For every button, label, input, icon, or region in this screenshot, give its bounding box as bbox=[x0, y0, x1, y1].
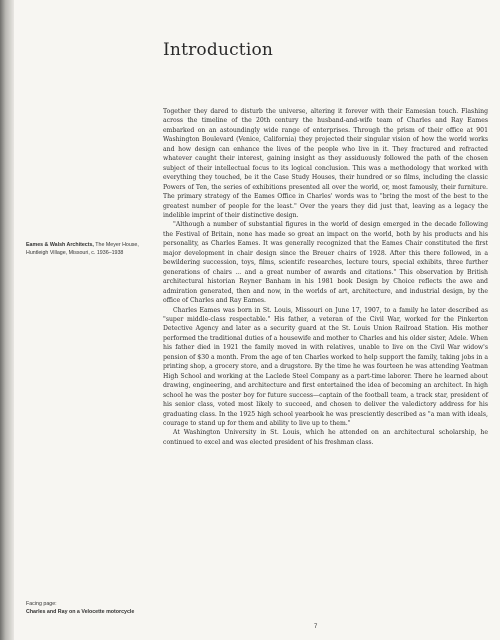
book-spine-shadow bbox=[0, 0, 14, 640]
caption-architects: Eames & Walsh Architects, bbox=[26, 242, 94, 248]
paragraph: At Washington University in St. Louis, which he attended on an architectural scholarship, he continued to excel and was elected president of his freshman class. bbox=[163, 429, 488, 446]
paragraph: Charles Eames was born in St. Louis, Missouri on June 17, 1907, to a family he later described as "super middle-class respectable." His father, a veteran of the Civil War, worked for the Pinkerton Detective Agency and later as a security guard at the St. Louis Union Railroad Station. His mother performed the traditional duties of a housewife and mother to Charles and his older sister, Adele. When his father died in 1921 the family moved in with relatives, unable to live on the Civil War widow's pension of $30 a month. From the age of ten Charles worked to help support the family, taking jobs in a printing shop, a grocery store, and a drugstore. By the time he was fourteen he was attending Yeatman High School and working at the Laclede Steel Company as a part-time laborer. There he learned about drawing, engineering, and architecture and first entertained the idea of becoming an architect. In high school he was the poster boy for future success—captain of the football team, a track star, president of his senior class, voted most likely to succeed, and chosen to deliver the valedictory address for his graduating class. In the 1925 high school yearbook he was presciently described as "a man with ideals, courage to stand up for them and ability to live up to them." bbox=[163, 306, 488, 427]
paragraph: Together they dared to disturb the universe, altering it forever with their Eamesian touch. Flashing across the timeline of the 20th century the husband-and-wife team of Charles and Ray Eames embarked on an astoundingly wide range of enterprises. Through the prism of their office at 901 Washington Boulevard (Venice, California) they projected their singular vision of how the world works and how design can enhance the lives of the people who live in it. They fractured and refracted whatever caught their interest, gaining insight as they assiduously followed the path of the chosen subject of their intellectual focus to its logical conclusion. This was a methodology that worked with everything they touched, be it the Case Study Houses, their hundred or so films, including the classic Powers of Ten, the series of exhibitions presented all over the world, or, most famously, their furniture. The primary strategy of the Eames Office in Charles' words was to "bring the most of the best to the greatest number of people for the least." Over the years they did just that, leaving as a legacy the indelible imprint of their distinctive design. bbox=[163, 108, 488, 219]
body-text bbox=[163, 107, 488, 447]
book-page bbox=[14, 0, 500, 640]
paragraph: "Although a number of substantial figures in the world of design emerged in the decade following the Festival of Britain, none has made so great an impact on the world, both by his products and his personality, as Charles Eames. It was generally recognized that the Eames Chair constituted the first major development in chair design since the Breuer chairs of 1928. After this there followed, in a bewildering succession, toys, films, scientifc researches, lecture tours, special exhibits, three further generations of chairs ... and a great number of awards and citations." This observation by British architectural historian Reyner Banham in his 1981 book Design by Choice reflects the awe and admiration generated, then and now, in the worlds of art, architecture, and industrial design, by the office of Charles and Ray Eames. bbox=[163, 221, 488, 305]
caption-house: The Meyer House, Huntleigh Village, Missouri, c. 1936–1938 bbox=[26, 242, 139, 256]
facing-page-caption bbox=[26, 600, 161, 616]
image-caption bbox=[26, 241, 161, 257]
caption-label: Facing page: bbox=[26, 601, 57, 607]
page-number: 7 bbox=[314, 624, 318, 630]
caption-motorcycle: Charles and Ray on a Velocette motorcycle bbox=[26, 609, 135, 615]
page-title: Introduction bbox=[163, 40, 274, 60]
